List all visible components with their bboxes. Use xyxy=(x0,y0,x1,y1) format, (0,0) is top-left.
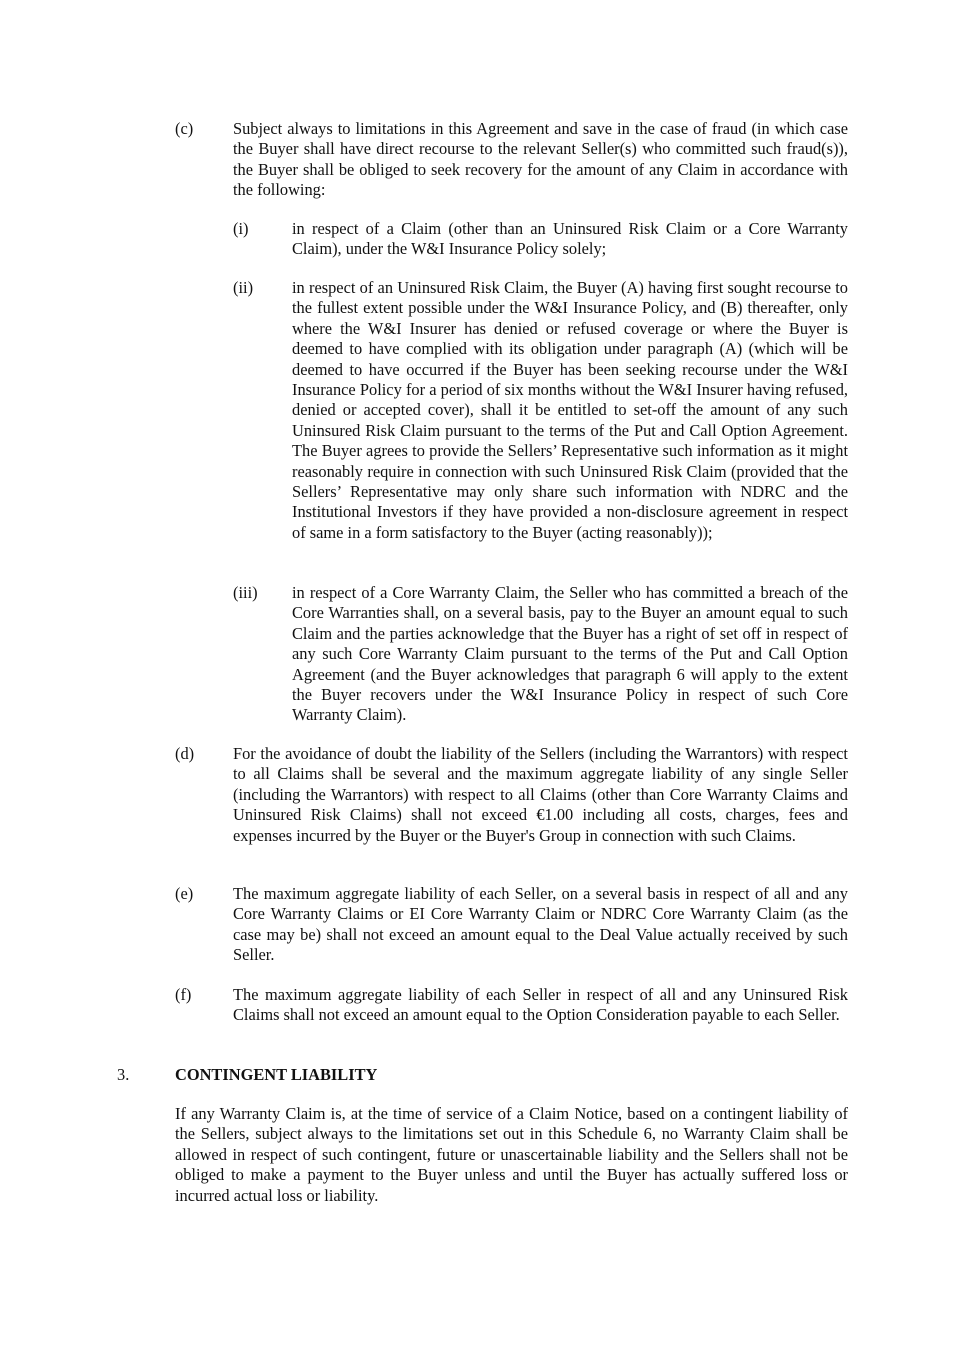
clause-f-text: The maximum aggregate liability of each Seller in respect of all and any Uninsured Risk Claims shall not exceed an amount equal to the Option Consideration payable to each Seller. xyxy=(233,985,848,1025)
clause-c-label: (c) xyxy=(175,119,194,138)
clause-c-text: Subject always to limitations in this Agreement and save in the case of fraud (in which case the Buyer shall have direct recourse to the relevant Seller(s) who committed such fraud(s)), the Buyer shall be obliged to seek recovery for the amount of any Claim in accordance with the following: xyxy=(233,119,848,200)
subclause-ii-label: (ii) xyxy=(233,278,254,297)
clause-e-text: The maximum aggregate liability of each Seller, on a several basis in respect of all and any Core Warranty Claims or EI Core Warranty Claim or NDRC Core Warranty Claim (as the case may be) shall not exceed an amount equal to the Deal Value actually received by such Seller. xyxy=(233,884,848,965)
subclause-i-text: in respect of a Claim (other than an Uninsured Risk Claim or a Core Warranty Claim), under the W&I Insurance Policy solely; xyxy=(292,219,848,259)
clause-d-text: For the avoidance of doubt the liability of the Sellers (including the Warrantors) with respect to all Claims shall be several and the maximum aggregate liability of any single Seller (including the Warrantors) with respect to all Claims (other than Core Warranty Claims and Uninsured Risk Claims) shall not exceed €1.00 including all costs, charges, fees and expenses incurred by the Buyer or the Buyer's Group in connection with such Claims. xyxy=(233,744,848,845)
subclause-ii-text: in respect of an Uninsured Risk Claim, the Buyer (A) having first sought recourse to the fullest extent possible under the W&I Insurance Policy, and (B) thereafter, only where the W&I Insurer has denied or refused coverage or where the Buyer is deemed to have complied with its obligation under paragraph (A) (which will be deemed to have occurred if the Buyer has been seeking recourse under the W&I Insurance Policy for a period of six months without the W&I Insurer having refused, denied or accepted cover), shall it be entitled to set-off the amount of any such Uninsured Risk Claim pursuant to the terms of the Put and Call Option Agreement. The Buyer agrees to provide the Sellers’ Representative such information as it might reasonably require in connection with such Uninsured Risk Claim (provided that the Sellers’ Representative may only share such information with NDRC and the Institutional Investors if they have provided a non-disclosure agreement in respect of same in a form satisfactory to the Buyer (acting reasonably)); xyxy=(292,278,848,542)
subclause-iii-label: (iii) xyxy=(233,583,258,602)
section-3-number: 3. xyxy=(117,1065,130,1084)
subclause-iii-text: in respect of a Core Warranty Claim, the Seller who has committed a breach of the Core Warranties shall, on a several basis, pay to the Buyer an amount equal to such Claim and the parties acknowledge that the Buyer has a right of set off in respect of any such Core Warranty Claim pursuant to the terms of the Put and Call Option Agreement (and the Buyer acknowledges that paragraph 6 will apply to the extent the Buyer recovers under the W&I Insurance Policy in respect of such Core Warranty Claim). xyxy=(292,583,848,725)
subclause-i-label: (i) xyxy=(233,219,249,238)
section-3-heading: CONTINGENT LIABILITY xyxy=(175,1065,378,1084)
clause-e-label: (e) xyxy=(175,884,194,903)
clause-f-label: (f) xyxy=(175,985,192,1004)
section-3-text: If any Warranty Claim is, at the time of service of a Claim Notice, based on a contingent liability of the Sellers, subject always to the limitations set out in this Schedule 6, no Warranty Claim shall be allowed in respect of such contingent, future or unascertainable liability and the Sellers shall not be obliged to make a payment to the Buyer unless and until the Buyer has actually suffered loss or incurred actual loss or liability. xyxy=(175,1104,848,1205)
clause-d-label: (d) xyxy=(175,744,195,763)
